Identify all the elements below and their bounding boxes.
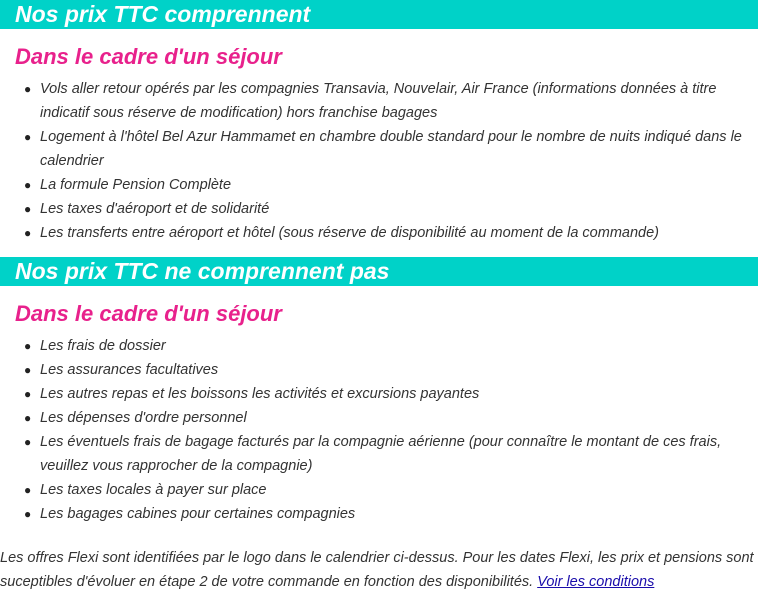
bullet-icon: ● (24, 178, 32, 192)
included-subheading: Dans le cadre d'un séjour (15, 44, 282, 69)
list-item: ● Vols aller retour opérés par les compagnies Transavia, Nouvelair, Air France (informations données à titre indicatif sous réserve de modification) hors franchise bagages (40, 77, 750, 125)
bullet-icon: ● (24, 202, 32, 216)
bullet-icon: ● (24, 363, 32, 377)
list-item: ● Les assurances facultatives (40, 358, 750, 382)
list-item: ● Les éventuels frais de bagage facturés par la compagnie aérienne (pour connaître le montant de ces frais, veuillez vous rapprocher de la compagnie) (40, 430, 750, 478)
bullet-icon: ● (24, 483, 32, 497)
list-item: ● Les taxes locales à payer sur place (40, 478, 750, 502)
list-item: ● Logement à l'hôtel Bel Azur Hammamet en chambre double standard pour le nombre de nuits indiqué dans le calendrier (40, 125, 750, 173)
bullet-icon: ● (24, 507, 32, 521)
bullet-icon: ● (24, 82, 32, 96)
bullet-icon: ● (24, 226, 32, 240)
excluded-heading: Nos prix TTC ne comprennent pas (0, 257, 758, 286)
flexi-note (0, 546, 754, 594)
included-heading: Nos prix TTC comprennent (0, 0, 758, 29)
bullet-icon: ● (24, 435, 32, 449)
excluded-subheading: Dans le cadre d'un séjour (15, 301, 282, 326)
bullet-icon: ● (24, 387, 32, 401)
list-item: ● Les dépenses d'ordre personnel (40, 406, 750, 430)
included-section (0, 0, 758, 245)
list-item: ● Les transferts entre aéroport et hôtel (sous réserve de disponibilité au moment de la commande) (40, 221, 750, 245)
list-item: ● Les taxes d'aéroport et de solidarité (40, 197, 750, 221)
excluded-section (0, 257, 758, 526)
list-item: ● Les bagages cabines pour certaines compagnies (40, 502, 750, 526)
list-item: ● Les frais de dossier (40, 334, 750, 358)
bullet-icon: ● (24, 339, 32, 353)
flexi-note-text: Les offres Flexi sont identifiées par le logo dans le calendrier ci-dessus. Pour les dates Flexi, les prix et pensions sont suceptibles d'évoluer en étape 2 de votre commande en fonction des disponibilités. (0, 550, 754, 590)
conditions-link[interactable]: Voir les conditions (537, 574, 655, 590)
list-item: ● La formule Pension Complète (40, 173, 750, 197)
included-list (0, 77, 758, 245)
bullet-icon: ● (24, 130, 32, 144)
list-item: ● Les autres repas et les boissons les activités et excursions payantes (40, 382, 750, 406)
bullet-icon: ● (24, 411, 32, 425)
excluded-list (0, 334, 758, 526)
